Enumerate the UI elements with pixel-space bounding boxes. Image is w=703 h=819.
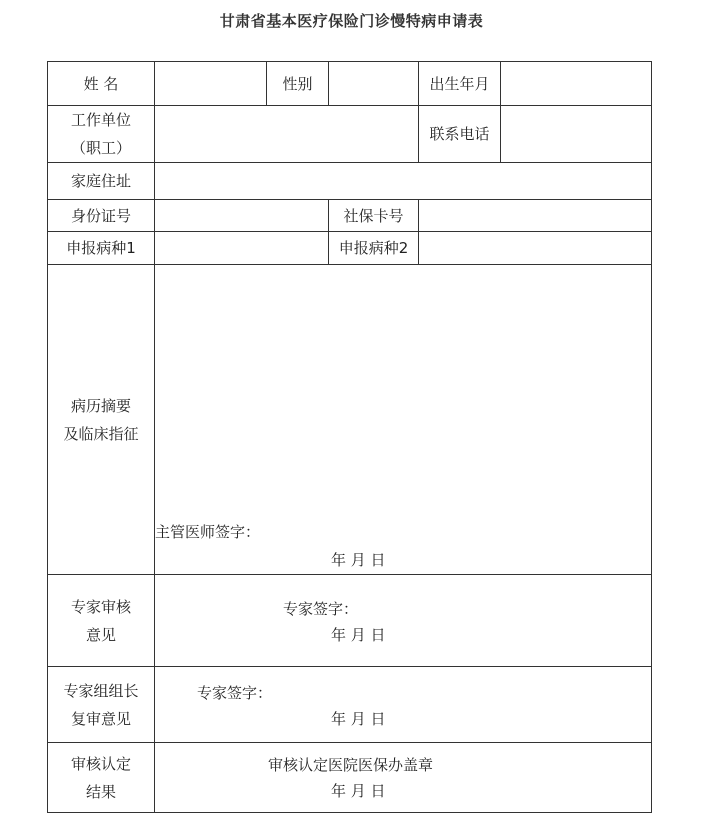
row-medical-history — [48, 265, 652, 575]
expert-review-date: 年 月 日 — [331, 626, 386, 644]
disease2-value-cell[interactable] — [419, 232, 652, 265]
phone-value-cell[interactable] — [501, 106, 652, 163]
name-label: 姓 名 — [48, 62, 155, 106]
history-label — [48, 265, 155, 575]
disease1-value-cell[interactable] — [155, 232, 329, 265]
hospital-stamp-label: 审核认定医院医保办盖章 — [268, 756, 434, 774]
row-basic-info — [48, 62, 652, 106]
form-title: 甘肃省基本医疗保险门诊慢特病申请表 — [219, 12, 484, 30]
phone-label: 联系电话 — [419, 106, 501, 163]
address-value-cell[interactable] — [155, 163, 652, 200]
leader-review-label-line1: 专家组组长 — [63, 681, 139, 700]
row-leader-review — [48, 667, 652, 743]
result-date: 年 月 日 — [331, 782, 386, 800]
leader-review-content-cell[interactable] — [155, 667, 652, 743]
expert-review-content-cell[interactable] — [155, 575, 652, 667]
history-date: 年 月 日 — [331, 551, 386, 569]
row-disease — [48, 232, 652, 265]
application-form-table — [47, 61, 652, 813]
doctor-signature-label: 主管医师签字： — [155, 523, 261, 541]
name-value-cell[interactable] — [155, 62, 267, 106]
row-work-unit — [48, 106, 652, 163]
social-card-label: 社保卡号 — [329, 200, 419, 232]
result-label-line2: 结果 — [85, 782, 116, 801]
gender-label: 性别 — [267, 62, 329, 106]
expert-review-label-line1: 专家审核 — [70, 597, 131, 616]
work-unit-label — [48, 106, 155, 163]
gender-value-cell[interactable] — [329, 62, 419, 106]
disease1-label: 申报病种1 — [48, 232, 155, 265]
result-label — [48, 743, 155, 813]
expert-review-label-line2: 意见 — [85, 625, 116, 644]
result-label-line1: 审核认定 — [70, 754, 131, 773]
work-unit-label-line2: （职工） — [70, 139, 131, 157]
id-label: 身份证号 — [48, 200, 155, 232]
leader-review-date: 年 月 日 — [331, 710, 386, 728]
birth-label: 出生年月 — [419, 62, 501, 106]
row-address — [48, 163, 652, 200]
expert-signature-label: 专家签字： — [283, 600, 359, 618]
history-label-line2: 及临床指征 — [63, 424, 139, 443]
row-result — [48, 743, 652, 813]
leader-review-label — [48, 667, 155, 743]
id-value-cell[interactable] — [155, 200, 329, 232]
result-content-cell[interactable] — [155, 743, 652, 813]
leader-signature-label: 专家签字： — [197, 684, 273, 702]
disease2-label: 申报病种2 — [329, 232, 419, 265]
expert-review-label — [48, 575, 155, 667]
work-unit-value-cell[interactable] — [155, 106, 419, 163]
address-label: 家庭住址 — [48, 163, 155, 200]
history-label-line1: 病历摘要 — [70, 396, 131, 415]
social-card-value-cell[interactable] — [419, 200, 652, 232]
birth-value-cell[interactable] — [501, 62, 652, 106]
history-content-cell[interactable] — [155, 265, 652, 575]
work-unit-label-line1: 工作单位 — [70, 111, 131, 129]
row-id — [48, 200, 652, 232]
leader-review-label-line2: 复审意见 — [70, 709, 131, 728]
row-expert-review — [48, 575, 652, 667]
